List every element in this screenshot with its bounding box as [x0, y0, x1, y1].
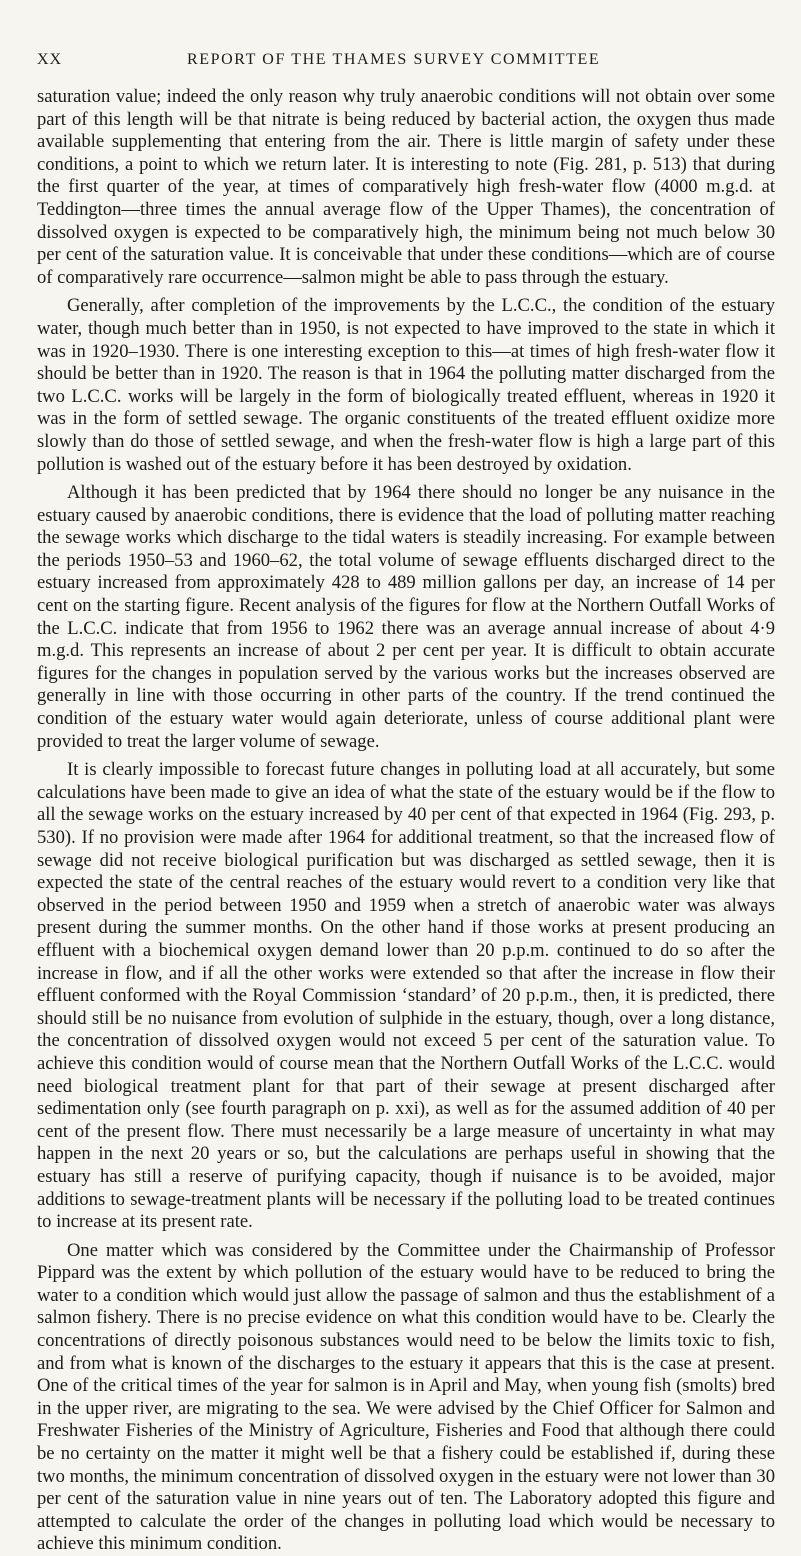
body-text — [37, 86, 775, 1556]
paragraph: Although it has been predicted that by 1964 there should no longer be any nuisance in the estuary caused by anaerobic conditions, there is evidence that the load of polluting matter reaching the sewage works which discharge to the tidal waters is steadily increasing. For example between the periods 1950–53 and 1960–62, the total volume of sewage effluents discharged direct to the estuary increased from approximately 428 to 489 million gallons per day, an increase of 14 per cent on the starting figure. Recent analysis of the figures for flow at the Northern Outfall Works of the L.C.C. indicate that from 1956 to 1962 there was an average annual increase of about 4·9 m.g.d. This represents an increase of about 2 per cent per year. It is difficult to obtain accurate figures for the changes in population served by the various works but the increases observed are generally in line with those occurring in other parts of the country. If the trend continued the condition of the estuary water would again deteriorate, unless of course additional plant were provided to treat the larger volume of sewage. — [37, 482, 775, 752]
page-number: XX — [37, 51, 63, 68]
paragraph: Generally, after completion of the improvements by the L.C.C., the condition of the estuary water, though much better than in 1950, is not expected to have improved to the state in which it was in 1920–1930. There is one interesting exception to this—at times of high fresh-water flow it should be better than in 1920. The reason is that in 1964 the polluting matter discharged from the two L.C.C. works will be largely in the form of biologically treated effluent, whereas in 1920 it was in the form of settled sewage. The organic constituents of the treated effluent oxidize more slowly than do those of settled sewage, and when the fresh-water flow is high a large part of this pollution is washed out of the estuary before it has been destroyed by oxidation. — [37, 295, 775, 475]
paragraph: saturation value; indeed the only reason why truly anaerobic conditions will not obtain over some part of this length will be that nitrate is being reduced by bacterial action, the oxygen thus made available supplementing that entering from the air. There is little margin of safety under these conditions, a point to which we return later. It is interesting to note (Fig. 281, p. 513) that during the first quarter of the year, at times of comparatively high fresh-water flow (4000 m.g.d. at Teddington—three times the annual average flow of the Upper Thames), the concentration of dissolved oxygen is expected to be comparatively high, the minimum being not much below 30 per cent of the saturation value. It is conceivable that under these conditions—which are of course of comparatively rare occurrence—salmon might be able to pass through the estuary. — [37, 86, 775, 288]
paragraph: It is clearly impossible to forecast future changes in polluting load at all accurately, but some calculations have been made to give an idea of what the state of the estuary would be if the flow to all the sewage works on the estuary increased by 40 per cent of that expected in 1964 (Fig. 293, p. 530). If no provision were made after 1964 for additional treatment, so that the increased flow of sewage did not receive biological purification but was discharged as settled sewage, then it is expected the state of the central reaches of the estuary would revert to a condition very like that observed in the period between 1950 and 1959 when a stretch of anaerobic water was always present during the summer months. On the other hand if those works at present producing an effluent with a biochemical oxygen demand lower than 20 p.p.m. continued to do so after the increase in flow, and if all the other works were extended so that after the increase in flow their effluent conformed with the Royal Commission ‘standard’ of 20 p.p.m., then, it is predicted, there should still be no nuisance from evolution of sulphide in the estuary, though, over a long distance, the concentration of dissolved oxygen would not exceed 5 per cent of the saturation value. To achieve this condition would of course mean that the Northern Outfall Works of the L.C.C. would need biological treatment plant for that part of their sewage at present discharged after sedimentation only (see fourth paragraph on p. xxi), as well as for the assumed addition of 40 per cent of the present flow. There must necessarily be a large measure of uncertainty in what may happen in the next 20 years or so, but the calculations are perhaps useful in showing that the estuary has still a reserve of purifying capacity, though if nuisance is to be avoided, major additions to sewage-treatment plants will be necessary if the polluting load to be treated continues to increase at its present rate. — [37, 759, 775, 1233]
page-header — [37, 0, 775, 68]
running-head: REPORT OF THE THAMES SURVEY COMMITTEE — [187, 51, 601, 68]
paragraph: One matter which was considered by the Committee under the Chairmanship of Professor Pippard was the extent by which pollution of the estuary would have to be reduced to bring the water to a condition which would just allow the passage of salmon and thus the establishment of a salmon fishery. There is no precise evidence on what this condition would have to be. Clearly the concentrations of directly poisonous substances would need to be below the limits toxic to fish, and from what is known of the discharges to the estuary it appears that this is the case at present. One of the critical times of the year for salmon is in April and May, when young fish (smolts) bred in the upper river, are migrating to the sea. We were advised by the Chief Officer for Salmon and Freshwater Fisheries of the Ministry of Agriculture, Fisheries and Food that although there could be no certainty on the matter it might well be that a fishery could be established if, during these two months, the minimum concentration of dissolved oxygen in the estuary were not lower than 30 per cent of the saturation value in nine years out of ten. The Laboratory adopted this figure and attempted to calculate the order of the changes in polluting load which would be necessary to achieve this minimum condition. — [37, 1239, 775, 1555]
